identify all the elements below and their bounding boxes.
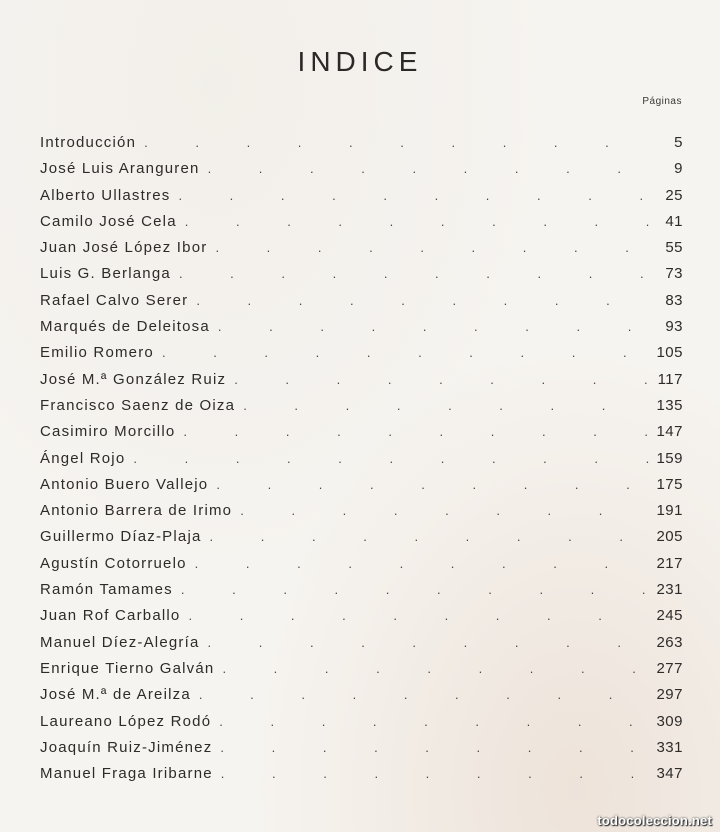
toc-entry-page-number: 41: [665, 212, 683, 230]
toc-entry-page-number: 297: [656, 686, 683, 704]
toc-entry-name: Antonio Buero Vallejo: [40, 475, 209, 493]
toc-entry: [40, 735, 683, 761]
dot-leader: [162, 340, 649, 366]
toc-entry-name: José M.ª González Ruiz: [40, 370, 227, 388]
dot-leader: [243, 393, 649, 419]
toc-entry: [40, 603, 683, 629]
toc-entry-name: Luis G. Berlanga: [40, 265, 171, 283]
toc-entry-name: Ramón Tamames: [40, 581, 173, 599]
dot-leader: [195, 551, 649, 577]
toc-entry-name: Introducción: [40, 134, 137, 151]
toc-entry-page-number: 347: [656, 765, 683, 783]
toc-entry-page-number: 277: [656, 659, 683, 677]
toc-entry-name: Francisco Saenz de Oiza: [40, 396, 236, 414]
dot-leader: [219, 709, 649, 735]
toc-entry-page-number: 331: [656, 738, 683, 756]
toc-entry-name: Joaquín Ruiz-Jiménez: [40, 738, 213, 756]
dot-leader: [210, 524, 649, 550]
toc-entry-page-number: 105: [656, 344, 683, 362]
toc-entry: [40, 630, 683, 656]
toc-entry: [40, 209, 683, 235]
toc-entry-page-number: 55: [665, 239, 683, 257]
toc-entry-name: Manuel Fraga Iribarne: [40, 765, 213, 783]
watermark: todocoleccion.net: [597, 813, 712, 828]
toc-entry: [40, 577, 683, 603]
dot-leader: [181, 577, 649, 603]
dot-leader: [188, 603, 649, 629]
toc-entry-page-number: 5: [674, 134, 683, 151]
toc-entry-page-number: 309: [656, 712, 683, 730]
dot-leader: [208, 156, 649, 182]
toc-entry-name: Camilo José Cela: [40, 212, 177, 230]
toc-entry: [40, 130, 683, 156]
toc-entry-page-number: 93: [665, 318, 683, 336]
toc-entry-name: Laureano López Rodó: [40, 712, 212, 730]
toc-entry: [40, 551, 683, 577]
toc-entry-name: Casimiro Morcillo: [40, 423, 176, 441]
toc-entry-name: Rafael Calvo Serer: [40, 291, 189, 309]
toc-entry-name: José M.ª de Areilza: [40, 686, 191, 704]
toc-entry-name: Antonio Barrera de Irimo: [40, 502, 233, 520]
dot-leader: [215, 235, 649, 261]
toc-entry: [40, 235, 683, 261]
toc-entry: [40, 446, 683, 472]
pages-column-header: Páginas: [642, 96, 682, 107]
toc-entry: [40, 498, 683, 524]
toc-entry: [40, 472, 683, 498]
toc-entry-name: Juan José López Ibor: [40, 239, 208, 257]
dot-leader: [185, 209, 649, 235]
dot-leader: [240, 498, 649, 524]
toc-entry: [40, 761, 683, 787]
toc-entry-page-number: 217: [656, 554, 683, 572]
table-of-contents: [40, 130, 683, 787]
toc-entry: [40, 261, 683, 287]
toc-entry-name: Emilio Romero: [40, 344, 154, 362]
toc-entry-name: José Luis Aranguren: [40, 160, 200, 178]
toc-entry-page-number: 73: [665, 265, 683, 283]
toc-entry-page-number: 231: [656, 581, 683, 599]
dot-leader: [234, 367, 649, 393]
toc-entry-name: Agustín Cotorruelo: [40, 554, 187, 572]
dot-leader: [216, 472, 649, 498]
page-title: INDICE: [297, 46, 423, 77]
toc-entry-name: Alberto Ullastres: [40, 186, 171, 204]
toc-entry-page-number: 191: [656, 502, 683, 520]
toc-entry-name: Guillermo Díaz-Plaja: [40, 528, 202, 546]
toc-entry-name: Marqués de Deleitosa: [40, 318, 210, 336]
toc-entry-name: Enrique Tierno Galván: [40, 659, 215, 677]
toc-entry: [40, 682, 683, 708]
toc-entry-page-number: 159: [656, 449, 683, 467]
toc-entry-page-number: 117: [657, 370, 683, 388]
dot-leader: [133, 446, 649, 472]
toc-entry-page-number: 147: [656, 423, 683, 441]
toc-entry: [40, 393, 683, 419]
toc-entry-page-number: 135: [656, 396, 683, 414]
toc-entry: [40, 340, 683, 366]
toc-entry: [40, 156, 683, 182]
toc-entry: [40, 656, 683, 682]
dot-leader: [199, 682, 649, 708]
toc-entry: [40, 419, 683, 445]
toc-entry-page-number: 263: [656, 633, 683, 651]
dot-leader: [220, 735, 649, 761]
toc-entry-page-number: 25: [665, 186, 683, 204]
toc-entry-page-number: 245: [656, 607, 683, 625]
toc-entry: [40, 367, 683, 393]
toc-entry: [40, 288, 683, 314]
dot-leader: [218, 314, 649, 340]
toc-entry: [40, 183, 683, 209]
toc-entry-name: Ángel Rojo: [40, 449, 126, 467]
dot-leader: [222, 656, 649, 682]
toc-entry: [40, 709, 683, 735]
toc-entry-page-number: 83: [665, 291, 683, 309]
toc-entry-page-number: 205: [656, 528, 683, 546]
dot-leader: [144, 130, 649, 156]
toc-entry: [40, 524, 683, 550]
dot-leader: [183, 419, 649, 445]
dot-leader: [179, 261, 649, 287]
dot-leader: [178, 183, 649, 209]
toc-entry-page-number: 9: [674, 160, 683, 178]
toc-entry-page-number: 175: [656, 475, 683, 493]
dot-leader: [196, 288, 649, 314]
dot-leader: [208, 630, 649, 656]
dot-leader: [221, 761, 649, 787]
toc-entry-name: Manuel Díez-Alegría: [40, 633, 200, 651]
toc-entry-name: Juan Rof Carballo: [40, 607, 181, 625]
toc-entry: [40, 314, 683, 340]
